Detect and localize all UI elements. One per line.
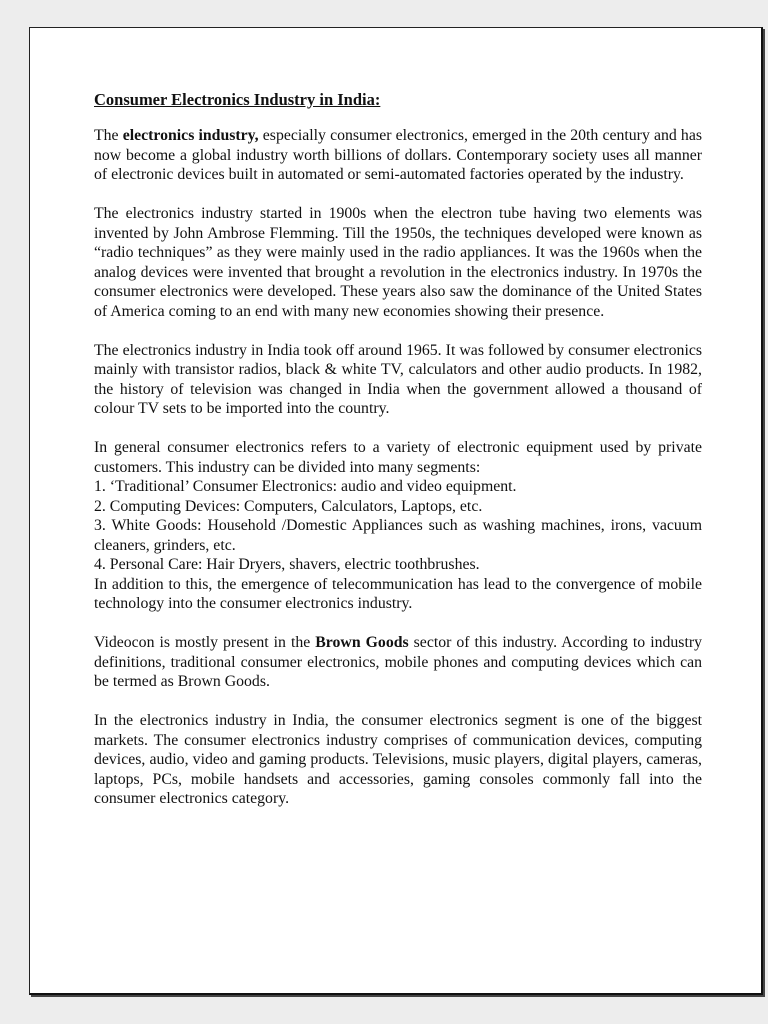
document-body	[94, 90, 702, 828]
segments-closing: In addition to this, the emergence of telecommunication has lead to the convergence of mobile technology into the consumer electronics industry.	[94, 575, 702, 612]
document-title: Consumer Electronics Industry in India:	[94, 90, 381, 109]
segment-item-4: 4. Personal Care: Hair Dryers, shavers, electric toothbrushes.	[94, 556, 480, 573]
paragraph-intro-lead: The	[94, 127, 123, 144]
paragraph-videocon	[94, 633, 702, 692]
brown-goods-emphasis: Brown Goods	[315, 634, 409, 651]
segments-block	[94, 438, 702, 614]
paragraph-videocon-lead: Videocon is mostly present in the	[94, 634, 316, 651]
segments-intro: In general consumer electronics refers to a variety of electronic equipment used by private customers. This industry can be divided into many segments:	[94, 439, 702, 476]
paragraph-videocon-rest: sector of this industry. According to industry definitions, traditional consumer electronics, mobile phones and computing devices which can be termed as Brown Goods.	[94, 634, 702, 690]
paragraph-intro-rest: especially consumer electronics, emerged in the 20th century and has now become a global industry worth billions of dollars. Contemporary society uses all manner of electronic devices built in automated or semi-automated factories operated by the industry.	[94, 127, 702, 183]
segment-item-1: 1. ‘Traditional’ Consumer Electronics: audio and video equipment.	[94, 478, 517, 495]
paragraph-intro	[94, 126, 702, 185]
paragraph-markets: In the electronics industry in India, the consumer electronics segment is one of the biggest markets. The consumer electronics industry comprises of communication devices, computing devices, audio, video and gaming products. Televisions, music players, digital players, cameras, laptops, PCs, mobile handsets and accessories, gaming consoles commonly fall into the consumer electronics category.	[94, 712, 702, 807]
document-page	[29, 27, 763, 995]
paragraph-history: The electronics industry started in 1900s when the electron tube having two elements was invented by John Ambrose Flemming. Till the 1950s, the techniques developed were known as “radio techniques” as they were mainly used in the radio appliances. It was the 1960s when the analog devices were invented that brought a revolution in the electronics industry. In 1970s the consumer electronics were developed. These years also saw the dominance of the United States of America coming to an end with many new economies showing their presence.	[94, 205, 702, 320]
segment-item-2: 2. Computing Devices: Computers, Calculators, Laptops, etc.	[94, 497, 483, 515]
segment-item-3: 3. White Goods: Household /Domestic Appliances such as washing machines, irons, vacuum cleaners, grinders, etc.	[94, 517, 702, 554]
electronics-industry-emphasis: electronics industry,	[122, 127, 259, 144]
paragraph-india: The electronics industry in India took off around 1965. It was followed by consumer electronics mainly with transistor radios, black & white TV, calculators and other audio products. In 1982, the history of television was changed in India when the government allowed a thousand of colour TV sets to be imported into the country.	[94, 341, 702, 417]
